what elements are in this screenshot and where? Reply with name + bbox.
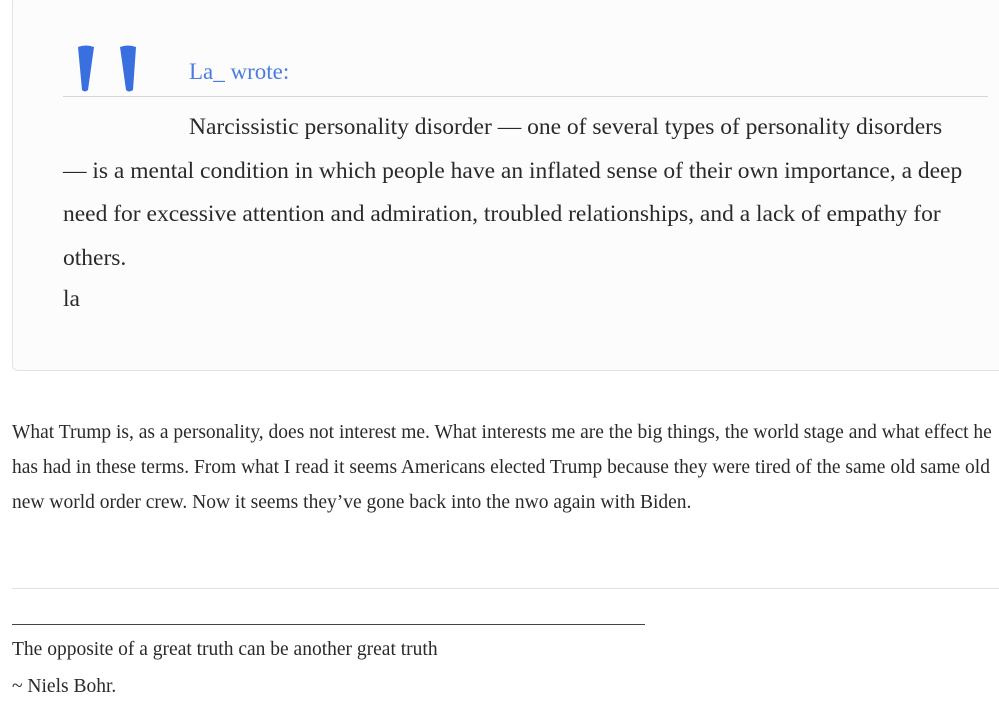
quote-signoff: la [63,286,80,312]
post-body: What Trump is, as a personality, does not interest me. What interests me are the big things, the world stage and what effect he has had in these terms. From what I read it seems Americans elected Trump because they were tired of the same old same old new world order crew. Now it seems they’ve gone back into the nwo again with Biden. [12,422,992,513]
quote-text: Narcissistic personality disorder — one of several types of personality disorders — is a mental condition in which people have an inflated sense of their own importance, a deep need for excessive attention and admiration, troubled relationships, and a lack of empathy for others. [63,114,963,271]
quote-marks-icon [76,44,138,94]
signature-attribution: ~ Niels Bohr. [12,676,117,697]
quote-header-divider [63,96,988,97]
post-divider [12,588,999,589]
quote-author-link[interactable]: La_ wrote: [189,59,290,84]
signature-rule [12,624,645,625]
signature-quote: The opposite of a great truth can be another great truth [12,639,438,660]
